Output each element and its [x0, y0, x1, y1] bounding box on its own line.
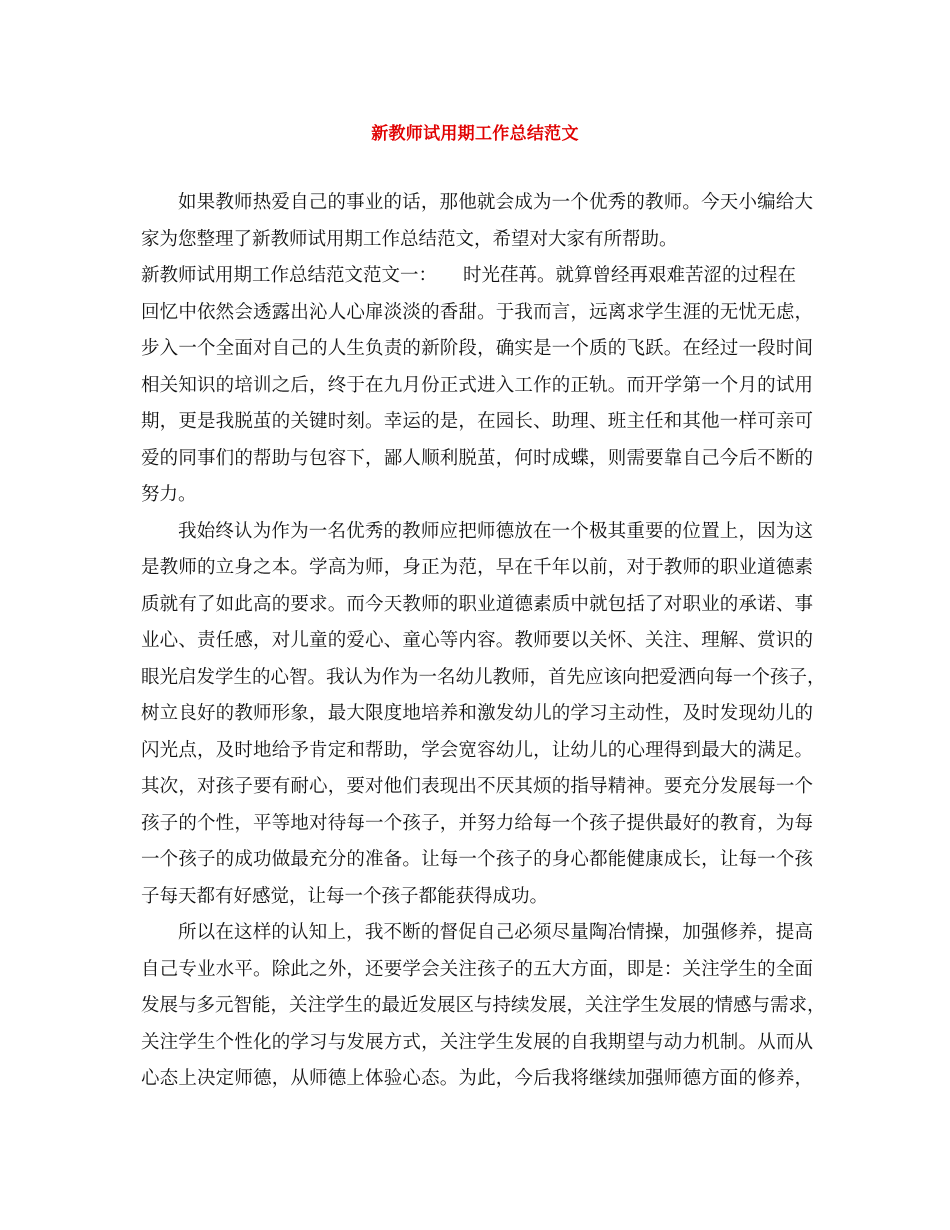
- text-line: 家为您整理了新教师试用期工作总结范文，希望对大家有所帮助。: [141, 228, 678, 250]
- text-line: 是教师的立身之本。学高为师，身正为范，早在千年以前，对于教师的职业道德素: [141, 557, 813, 578]
- text-line: 关注学生个性化的学习与发展方式，关注学生发展的自我期望与动力机制。从而从: [141, 1031, 813, 1053]
- text-line: 眼光启发学生的心智。我认为作为一名幼儿教师，首先应该向把爱洒向每一个孩子，: [141, 666, 826, 688]
- text-line: 回忆中依然会透露出沁人心扉淡淡的香甜。于我而言，远离求学生涯的无忧无虑，: [141, 301, 813, 323]
- text-line: 努力。: [141, 484, 197, 505]
- document-title: 新教师试用期工作总结范文: [371, 124, 579, 144]
- text-line: 步入一个全面对自己的人生负责的新阶段，确实是一个质的飞跃。在经过一段时间: [141, 338, 813, 359]
- text-line: 闪光点，及时地给予肯定和帮助，学会宽容幼儿，让幼儿的心理得到最大的满足。: [141, 739, 813, 761]
- text-line: 发展与多元智能，关注学生的最近发展区与持续发展，关注学生发展的情感与需求，: [141, 995, 826, 1016]
- text-line: 所以在这样的认知上，我不断的督促自己必须尽量陶冶情操，加强修养，提高: [178, 922, 813, 943]
- text-line: 爱的同事们的帮助与包容下，鄙人顺利脱茧，何时成蝶，则需要靠自己今后不断的: [141, 447, 813, 469]
- section-heading: 新教师试用期工作总结范文范文一：: [141, 265, 438, 286]
- text-line: 相关知识的培训之后，终于在九月份正式进入工作的正轨。而开学第一个月的试用: [141, 374, 813, 396]
- text-line: 孩子的个性，平等地对待每一个孩子，并努力给每一个孩子提供最好的教育，为每: [141, 812, 813, 834]
- text-line: 自己专业水平。除此之外，还要学会关注孩子的五大方面，即是：关注学生的全面: [141, 958, 813, 980]
- text-line: 我始终认为作为一名优秀的教师应把师德放在一个极其重要的位置上，因为这: [178, 520, 813, 542]
- text-line: 质就有了如此高的要求。而今天教师的职业道德素质中就包括了对职业的承诺、事: [141, 593, 813, 615]
- document-body: [141, 185, 826, 1098]
- text-line: 其次，对孩子要有耐心，要对他们表现出不厌其烦的指导精神。要充分发展每一个: [141, 776, 813, 797]
- text-line: 树立良好的教师形象，最大限度地培养和激发幼儿的学习主动性，及时发现幼儿的: [141, 703, 813, 724]
- text-line: 心态上决定师德，从师德上体验心态。为此，今后我将继续加强师德方面的修养，: [141, 1068, 813, 1089]
- text-line: 期，更是我脱茧的关键时刻。幸运的是，在园长、助理、班主任和其他一样可亲可: [141, 411, 813, 432]
- text-line: 如果教师热爱自己的事业的话，那他就会成为一个优秀的教师。今天小编给大: [178, 192, 813, 213]
- text-run: 时光荏苒。就算曾经再艰难苦涩的过程在: [463, 265, 797, 286]
- text-line: 子每天都有好感觉，让每一个孩子都能获得成功。: [141, 885, 549, 907]
- text-line: 业心、责任感，对儿童的爱心、童心等内容。教师要以关怀、关注、理解、赏识的: [141, 630, 813, 651]
- text-line-mixed: [141, 258, 813, 295]
- text-line: 一个孩子的成功做最充分的准备。让每一个孩子的身心都能健康成长，让每一个孩: [141, 849, 813, 870]
